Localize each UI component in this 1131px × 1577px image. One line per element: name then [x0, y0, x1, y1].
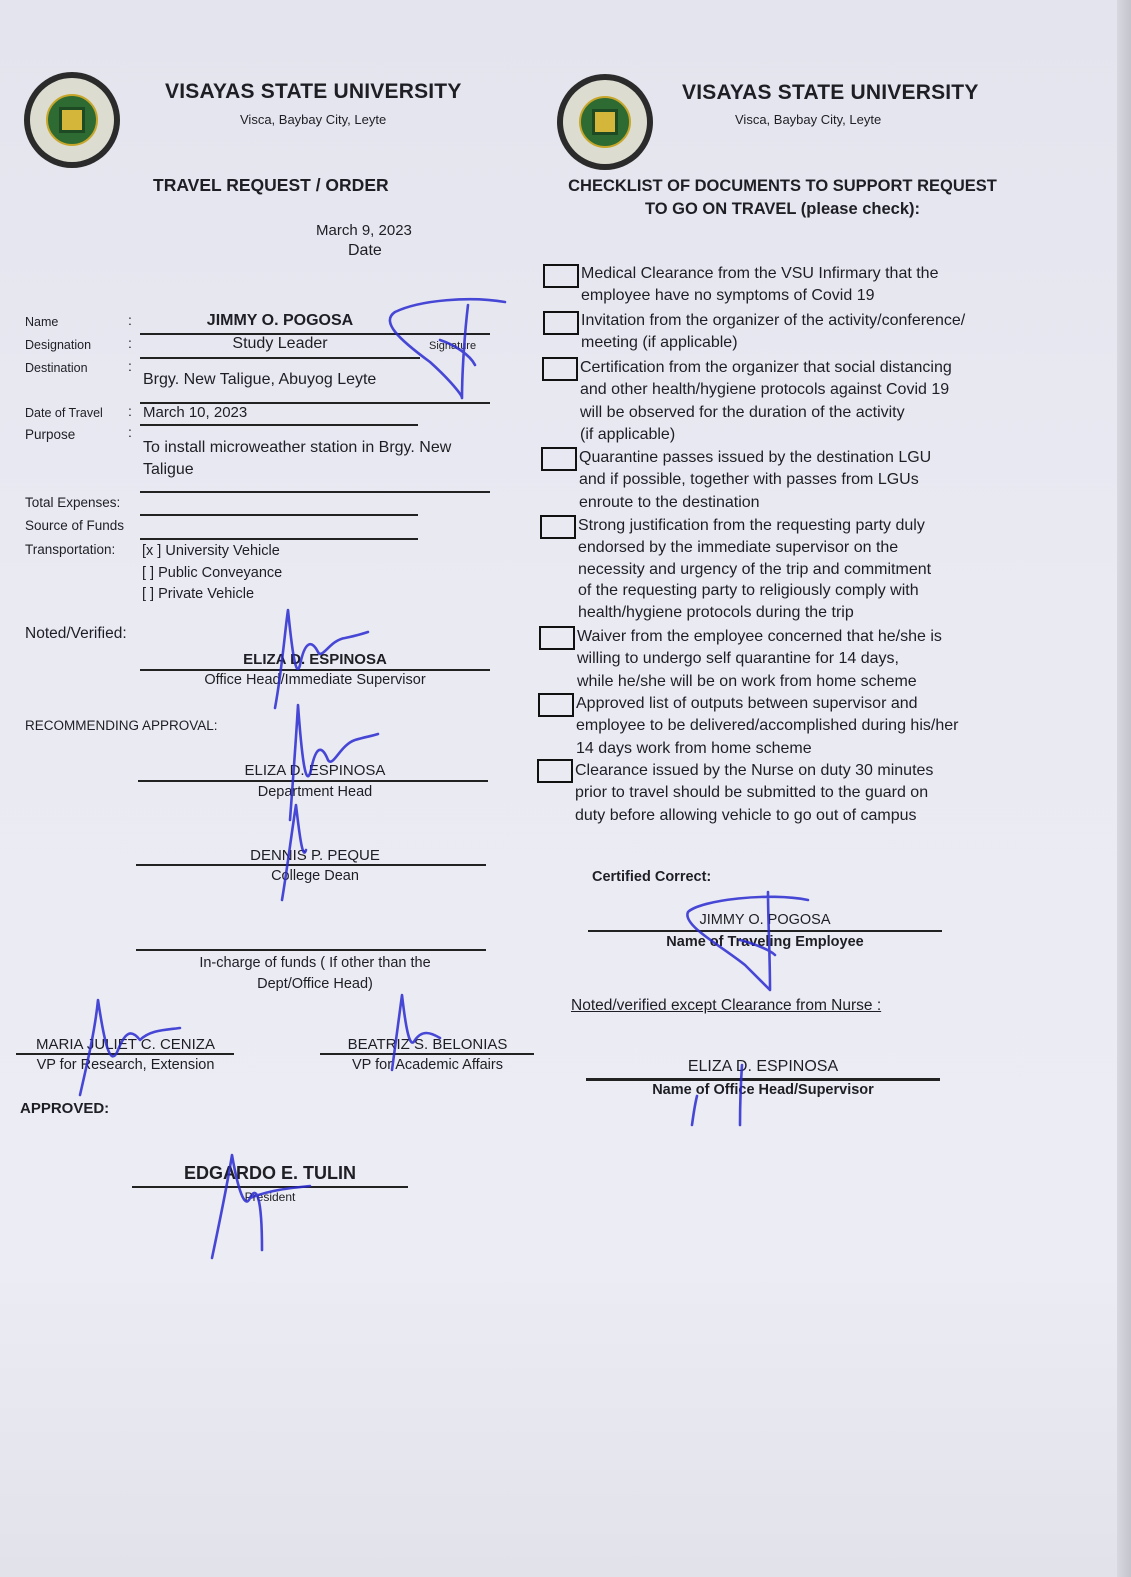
name-label: Name: [25, 315, 59, 329]
date-label: Date: [348, 242, 382, 259]
checklist-item-nurse-clearance: Clearance issued by the Nurse on duty 30 minutes prior to travel should be submitted to the guard on duty before allowing vehicle to go out of campus: [575, 762, 934, 824]
checklist-checkbox-certification[interactable]: [542, 357, 578, 381]
dean-name: DENNIS P. PEQUE: [250, 847, 380, 864]
colon: :: [128, 335, 132, 351]
checklist-item-certification: Certification from the organizer that social distancing and other health/hygiene protocols against Covid 19 will be observed for the duration of the activity (if applicable): [580, 359, 952, 443]
dean-role: College Dean: [271, 868, 359, 884]
form-title: TRAVEL REQUEST / ORDER: [153, 175, 389, 195]
checklist-item-approved-outputs: Approved list of outputs between supervisor and employee to be delivered/accomplished during his/her 14 days work from home scheme: [576, 695, 959, 757]
transport-options: [142, 541, 282, 606]
source-of-funds-field[interactable]: [140, 538, 418, 540]
page-edge: [1117, 0, 1131, 1577]
designation-label: Designation: [25, 338, 92, 352]
destination-label: Destination: [25, 361, 88, 375]
funds-signature-line: [136, 949, 486, 951]
checklist-checkbox-medical-clearance[interactable]: [543, 264, 579, 288]
transport-option-public-conveyance[interactable]: [ ] Public Conveyance: [142, 564, 283, 581]
date-value: March 9, 2023: [316, 222, 412, 239]
university-name: VISAYAS STATE UNIVERSITY: [682, 81, 979, 104]
checklist-checkbox-invitation[interactable]: [543, 311, 579, 335]
transport-option-university-vehicle[interactable]: [x ] University Vehicle: [142, 543, 280, 559]
purpose-underline: [140, 491, 490, 493]
total-expenses-field[interactable]: [140, 514, 418, 516]
checklist-title: CHECKLIST OF DOCUMENTS TO SUPPORT REQUEST TO GO ON TRAVEL (please check):: [568, 177, 997, 218]
purpose-label: Purpose: [25, 427, 76, 442]
dept-head-name: ELIZA D. ESPINOSA: [244, 762, 386, 779]
name-field[interactable]: JIMMY O. POGOSA: [206, 312, 354, 329]
university-seal-logo: [24, 72, 120, 168]
university-address: Visca, Baybay City, Leyte: [735, 112, 882, 127]
university-name: VISAYAS STATE UNIVERSITY: [165, 80, 462, 103]
vp-research-name: MARIA JULIET C. CENIZA: [36, 1036, 215, 1053]
vp-research-signature-line: [16, 1053, 234, 1055]
noted-role: Office Head/Immediate Supervisor: [204, 672, 426, 688]
checklist-checkbox-nurse-clearance[interactable]: [537, 759, 573, 783]
noted-name: ELIZA D. ESPINOSA: [243, 651, 387, 668]
colon: :: [128, 424, 132, 440]
transportation-label: Transportation:: [25, 542, 116, 557]
designation-underline: [140, 357, 420, 359]
supervisor-signature-line: [586, 1078, 940, 1081]
employee-role: Name of Traveling Employee: [666, 934, 864, 950]
colon: :: [128, 358, 132, 374]
date-of-travel-underline: [140, 424, 418, 426]
president-name: EDGARDO E. TULIN: [183, 1163, 356, 1183]
signature-label: Signature: [429, 340, 477, 352]
noted-signature-line: [140, 669, 490, 671]
destination-field[interactable]: Brgy. New Taligue, Abuyog Leyte: [143, 371, 377, 388]
checklist-item-waiver: Waiver from the employee concerned that he/she is willing to undergo self quarantine for 14 days, while he/she will be on work from home scheme: [577, 628, 942, 690]
designation-field[interactable]: Study Leader: [232, 335, 328, 352]
vp-academic-name: BEATRIZ S. BELONIAS: [347, 1036, 508, 1053]
transport-option-private-vehicle[interactable]: [ ] Private Vehicle: [142, 586, 255, 602]
employee-name: JIMMY O. POGOSA: [699, 912, 831, 928]
checklist-item-invitation: Invitation from the organizer of the activity/conference/ meeting (if applicable): [581, 312, 966, 352]
checklist-checkbox-quarantine-passes[interactable]: [541, 447, 577, 471]
date-of-travel-label: Date of Travel: [25, 406, 103, 420]
employee-signature-line: [588, 930, 942, 932]
colon: :: [128, 403, 132, 419]
dept-head-role: Department Head: [257, 784, 373, 800]
president-signature-line: [132, 1186, 408, 1188]
date-of-travel-field[interactable]: March 10, 2023: [143, 404, 248, 421]
university-address: Visca, Baybay City, Leyte: [240, 112, 387, 127]
noted-verified-label: Noted/Verified:: [25, 625, 127, 642]
recommending-approval-label: RECOMMENDING APPROVAL:: [25, 718, 218, 733]
colon: :: [128, 312, 132, 328]
noted-except-label: Noted/verified except Clearance from Nurse :: [571, 997, 882, 1014]
purpose-field[interactable]: To install microweather station in Brgy. New Taligue: [143, 439, 452, 478]
vp-academic-role: VP for Academic Affairs: [352, 1057, 503, 1073]
supervisor-role: Name of Office Head/Supervisor: [652, 1082, 874, 1098]
total-expenses-label: Total Expenses:: [25, 495, 121, 510]
checklist-item-quarantine-passes: Quarantine passes issued by the destination LGU and if possible, together with passes from LGUs enroute to the destination: [579, 449, 932, 511]
approved-label: APPROVED:: [20, 1100, 110, 1117]
checklist-item-justification: Strong justification from the requesting party duly endorsed by the immediate supervisor on the necessity and urgency of the trip and commitment of the requesting party to religiously comply with health/hygiene protocols during the trip: [578, 517, 932, 622]
checklist-item-medical-clearance: Medical Clearance from the VSU Infirmary that the employee have no symptoms of Covid 19: [581, 265, 939, 305]
checklist-checkbox-justification[interactable]: [540, 515, 576, 539]
checklist-checkbox-waiver[interactable]: [539, 626, 575, 650]
certified-correct-label: Certified Correct:: [592, 869, 712, 885]
funds-role: In-charge of funds ( If other than the Dept/Office Head): [199, 955, 431, 992]
university-seal-logo: [557, 74, 653, 170]
checklist-checkbox-approved-outputs[interactable]: [538, 693, 574, 717]
vp-research-role: VP for Research, Extension: [36, 1057, 215, 1073]
dept-head-signature-line: [138, 780, 488, 782]
vp-academic-signature-line: [320, 1053, 534, 1055]
supervisor-name: ELIZA D. ESPINOSA: [687, 1058, 839, 1075]
source-of-funds-label: Source of Funds: [25, 518, 125, 533]
president-role: President: [244, 1190, 296, 1204]
dean-signature-line: [136, 864, 486, 866]
